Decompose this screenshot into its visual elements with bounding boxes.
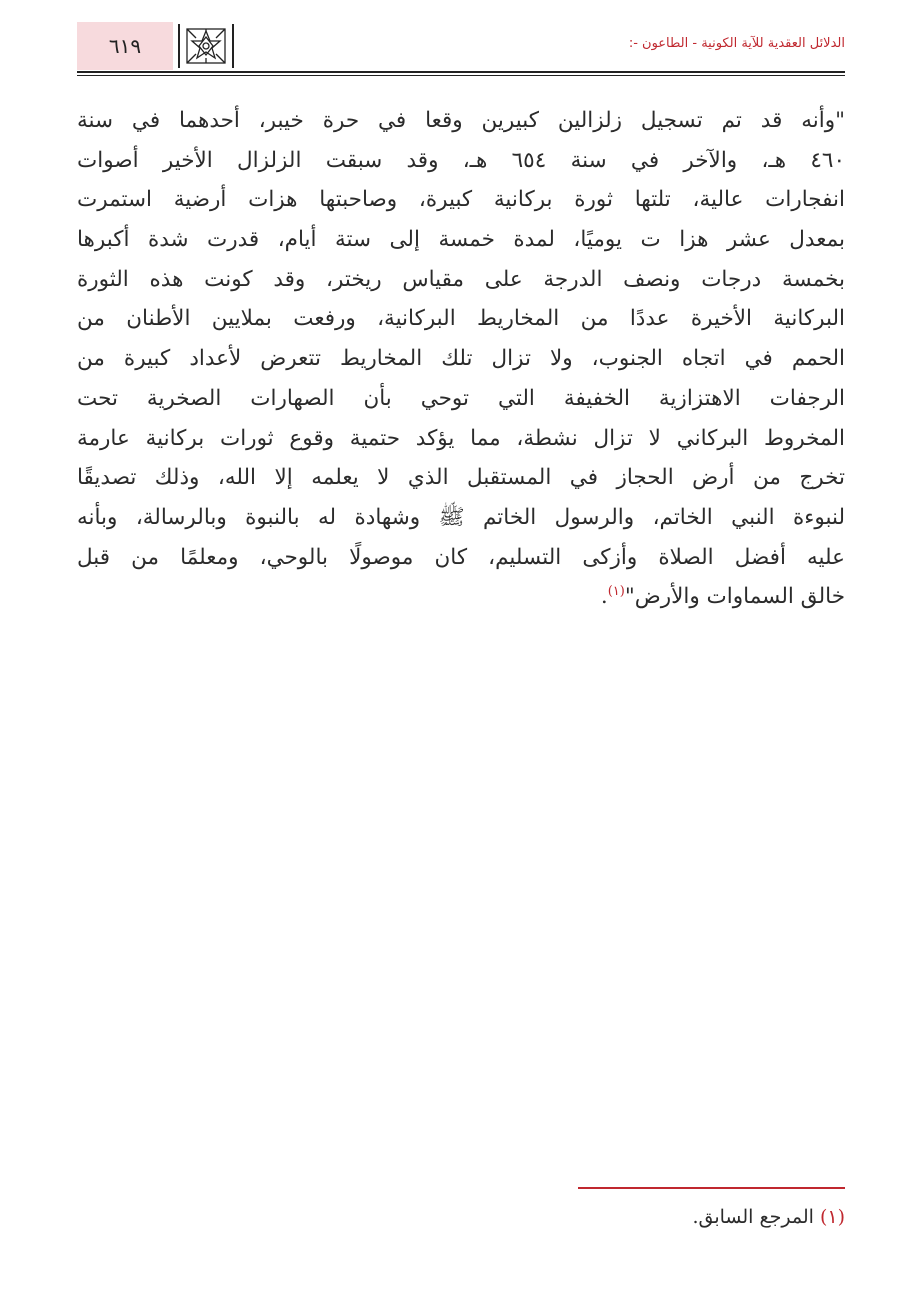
text-line: البركانية الأخيرة عددًا من المخاريط البركانية، ورفعت بملايين الأطنان من [77, 306, 845, 332]
text-line: "وأنه قد تم تسجيل زلزالين كبيرين وقعا في حرة خيبر، أحدهما في سنة [77, 108, 845, 133]
last-line-text: خالق السماوات والأرض" [624, 584, 845, 610]
text-line: تخرج من أرض الحجاز في المستقبل الذي لا يعلمه إلا الله، وذلك تصديقًا [77, 465, 845, 491]
main-paragraph [77, 101, 845, 617]
text-line: بخمسة درجات ونصف الدرجة على مقياس ريختر، وقد كونت هذه الثورة [77, 266, 845, 292]
footnote-separator [578, 1187, 845, 1189]
footnote [692, 1206, 845, 1228]
footnote-number: (١) [819, 1206, 845, 1228]
page-number: ٦١٩ [77, 22, 173, 70]
text-line: انفجارات عالية، تلتها ثورة بركانية كبيرة، وصاحبتها هزات أرضية استمرت [77, 187, 845, 213]
footnote-reference[interactable]: (١) [607, 584, 625, 600]
header-rule-thin [77, 75, 845, 76]
text-line: بمعدل عشر هزا ت يوميًا، لمدة خمسة إلى ستة أيام، قدرت شدة أكبرها [77, 227, 845, 253]
last-line-end: . [600, 584, 608, 610]
header-rule [77, 71, 845, 73]
running-title: الدلائل العقدية للآية الكونية - الطاعون -: [628, 36, 845, 51]
text-line: عليه أفضل الصلاة وأزكى التسليم، كان موصولًا بالوحي، ومعلمًا من قبل [77, 544, 845, 570]
text-line: الرجفات الاهتزازية الخفيفة التي توحي بأن الصهارات الصخرية تحت [77, 385, 845, 411]
text-line: ٤٦٠ هـ، والآخر في سنة ٦٥٤ هـ، وقد سبقت الزلزال الأخير أصوات [77, 147, 845, 173]
text-line: المخروط البركاني لا تزال نشطة، مما يؤكد حتمية وقوع ثورات بركانية عارمة [77, 425, 845, 451]
footnote-text: المرجع السابق. [692, 1206, 814, 1228]
text-line: لنبوءة النبي الخاتم، والرسول الخاتم ﷺ وشهادة له بالنبوة وبالرسالة، وبأنه [77, 504, 845, 530]
text-line-last [77, 577, 845, 617]
text-line: الحمم في اتجاه الجنوب، ولا تزال تلك المخاريط تتعرض لأعداد كبيرة من [77, 346, 845, 372]
islamic-star-ornament-icon [178, 24, 234, 68]
page-header [77, 22, 845, 72]
